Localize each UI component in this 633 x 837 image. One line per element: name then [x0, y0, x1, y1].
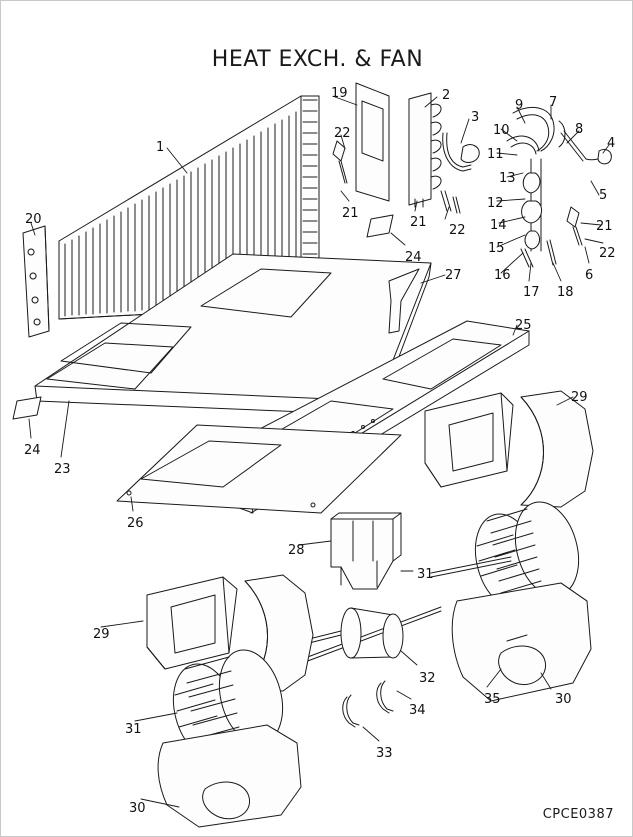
callout-number-27: 27 — [445, 268, 462, 283]
part-fan-housing-29-right — [425, 393, 513, 487]
callout-number-22: 22 — [449, 223, 466, 238]
part-side-bracket-20 — [23, 226, 49, 337]
part-manifold-2 — [409, 93, 441, 207]
callout-number-29: 29 — [93, 627, 110, 642]
part-clip-24-top — [367, 215, 393, 237]
part-fan-scroll-30-right — [452, 583, 591, 701]
callout-number-26: 26 — [127, 516, 144, 531]
callout-number-34: 34 — [409, 703, 426, 718]
callout-number-14: 14 — [490, 218, 507, 233]
callout-number-30: 30 — [129, 801, 146, 816]
callout-number-12: 12 — [487, 196, 504, 211]
callout-number-1: 1 — [156, 140, 165, 155]
part-fan-housing-29-right-cover — [521, 391, 593, 507]
part-clip-33 — [343, 695, 359, 727]
callout-number-21: 21 — [596, 219, 613, 234]
callout-number-7: 7 — [549, 95, 558, 110]
callout-number-31: 31 — [125, 722, 142, 737]
callout-number-23: 23 — [54, 462, 71, 477]
part-refrigerant-circuit — [507, 107, 611, 267]
part-motor-32 — [301, 608, 403, 658]
callout-number-19: 19 — [331, 86, 348, 101]
exploded-diagram-artwork — [1, 1, 633, 837]
callout-number-22: 22 — [334, 126, 351, 141]
callout-number-21: 21 — [410, 215, 427, 230]
callout-number-24: 24 — [24, 443, 41, 458]
callout-number-33: 33 — [376, 746, 393, 761]
callout-number-35: 35 — [484, 692, 501, 707]
callout-number-18: 18 — [557, 285, 574, 300]
callout-number-9: 9 — [515, 98, 524, 113]
callout-number-6: 6 — [585, 268, 594, 283]
callout-number-10: 10 — [493, 123, 510, 138]
part-fan-scroll-30-left — [158, 725, 301, 827]
callout-number-31: 31 — [417, 567, 434, 582]
part-clip-24-bottom — [13, 397, 41, 419]
part-motor-mount-28 — [331, 513, 401, 589]
callout-number-21: 21 — [342, 206, 359, 221]
callout-number-15: 15 — [488, 241, 505, 256]
drawing-code: CPCE0387 — [542, 807, 614, 822]
callout-number-29: 29 — [571, 390, 588, 405]
callout-number-17: 17 — [523, 285, 540, 300]
callout-number-22: 22 — [599, 246, 616, 261]
part-bent-pipe-3 — [441, 133, 479, 213]
callout-number-8: 8 — [575, 122, 584, 137]
callout-number-13: 13 — [499, 171, 516, 186]
part-fan-housing-29-left — [147, 577, 237, 669]
callout-number-16: 16 — [494, 268, 511, 283]
callout-number-28: 28 — [288, 543, 305, 558]
callout-number-25: 25 — [515, 318, 532, 333]
part-flat-plate-19 — [356, 83, 389, 201]
callout-number-2: 2 — [442, 88, 451, 103]
callout-number-20: 20 — [25, 212, 42, 227]
callout-number-3: 3 — [471, 110, 480, 125]
callout-number-32: 32 — [419, 671, 436, 686]
callout-number-4: 4 — [607, 136, 616, 151]
callout-number-5: 5 — [599, 188, 608, 203]
callout-number-30: 30 — [555, 692, 572, 707]
part-clip-34 — [377, 681, 393, 713]
page-title: HEAT EXCH. & FAN — [211, 47, 424, 72]
callout-number-11: 11 — [487, 147, 504, 162]
callout-number-24: 24 — [405, 250, 422, 265]
part-rear-panel-26 — [117, 425, 401, 513]
